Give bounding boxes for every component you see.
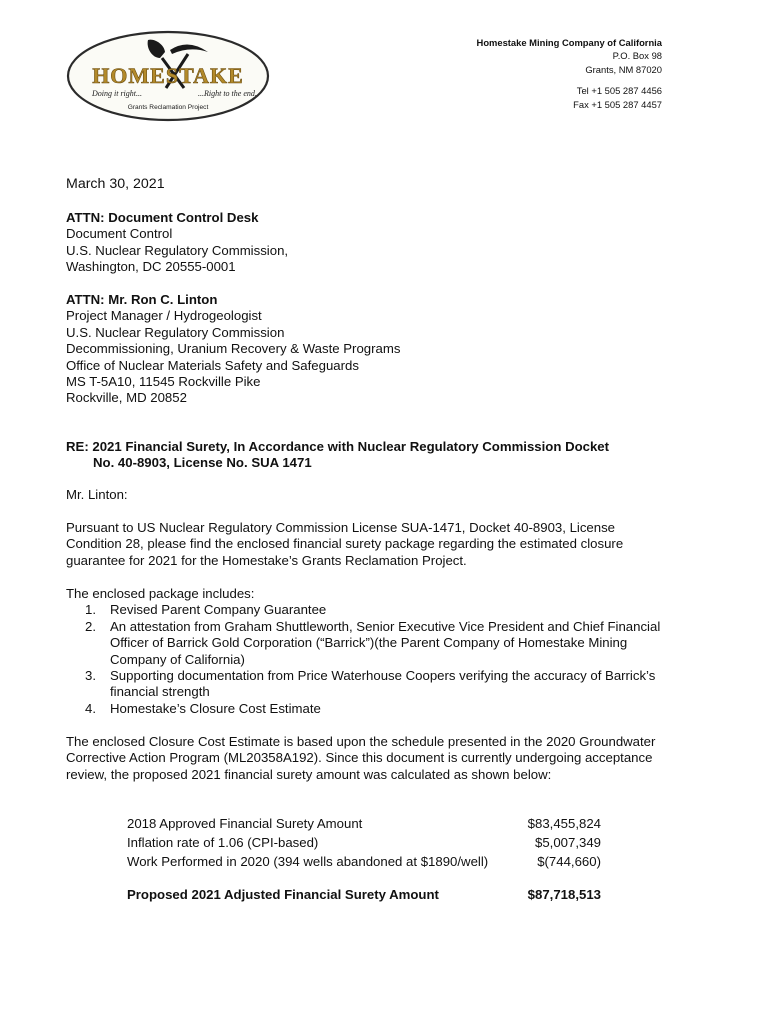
list-item xyxy=(66,619,666,668)
company-tel: Tel +1 505 287 4456 xyxy=(576,85,662,97)
attn-document-control xyxy=(66,210,288,276)
salutation: Mr. Linton: xyxy=(66,487,128,502)
attn-ron-linton xyxy=(66,292,400,407)
svg-text:HOMESTAKE: HOMESTAKE xyxy=(92,63,244,88)
list-number: 4. xyxy=(85,700,96,716)
list-item xyxy=(66,701,666,717)
company-city: Grants, NM 87020 xyxy=(585,63,662,75)
attn-line: Decommissioning, Uranium Recovery & Waste Programs xyxy=(66,341,401,357)
row-label: 2018 Approved Financial Surety Amount xyxy=(127,816,363,831)
attn-heading: ATTN: Document Control Desk xyxy=(66,210,259,225)
paragraph-closure-cost: The enclosed Closure Cost Estimate is based upon the schedule presented in the 2020 Groundwater Corrective Action Program (ML20358A192). Since this document is currently undergoing acceptance review, the proposed 2021 financial surety amount was calculated as shown below: xyxy=(66,734,656,782)
table-row xyxy=(127,816,601,835)
row-amount: $(744,660) xyxy=(537,854,601,869)
package-contents xyxy=(66,586,666,717)
spacer xyxy=(477,76,662,84)
attn-line: Washington, DC 20555-0001 xyxy=(66,259,236,275)
total-row xyxy=(127,887,601,906)
attn-heading: ATTN: Mr. Ron C. Linton xyxy=(66,292,218,307)
list-item xyxy=(66,602,666,618)
attn-line: U.S. Nuclear Regulatory Commission, xyxy=(66,242,289,258)
row-amount: $83,455,824 xyxy=(527,816,601,831)
package-intro: The enclosed package includes: xyxy=(66,586,255,601)
logo-emblem-icon xyxy=(66,30,270,122)
total-label: Proposed 2021 Adjusted Financial Surety Amount xyxy=(127,887,439,902)
attn-line: Rockville, MD 20852 xyxy=(66,390,187,406)
company-name: Homestake Mining Company of California xyxy=(476,37,662,48)
row-label: Inflation rate of 1.06 (CPI-based) xyxy=(127,835,319,850)
paragraph-pursuant: Pursuant to US Nuclear Regulatory Commission License SUA-1471, Docket 40-8903, License Condition 28, please find the enclosed financial surety package regarding the estimated closure guarantee for 2021 for the Homestake’s Grants Reclamation Project. xyxy=(66,520,624,568)
letter-date: March 30, 2021 xyxy=(66,176,165,192)
package-list xyxy=(66,602,666,717)
subject-line xyxy=(66,439,666,472)
row-label: Work Performed in 2020 (394 wells abandoned at $1890/well) xyxy=(127,854,489,869)
svg-text:Grants Reclamation Project: Grants Reclamation Project xyxy=(127,104,209,111)
attn-line: Project Manager / Hydrogeologist xyxy=(66,308,262,324)
company-address-block xyxy=(477,36,662,111)
subject-line-2: No. 40-8903, License No. SUA 1471 xyxy=(93,455,312,471)
attn-line: U.S. Nuclear Regulatory Commission xyxy=(66,324,285,340)
total-amount: $87,718,513 xyxy=(527,887,601,902)
list-text: Revised Parent Company Guarantee xyxy=(110,602,327,618)
subject-line-1: RE: 2021 Financial Surety, In Accordance with Nuclear Regulatory Commission Docket xyxy=(66,439,610,454)
svg-text:...Right to the end.: ...Right to the end. xyxy=(198,89,257,98)
row-amount: $5,007,349 xyxy=(534,835,601,850)
list-number: 2. xyxy=(85,618,96,634)
list-text: An attestation from Graham Shuttleworth, Senior Executive Vice President and Chief Financial Officer of Barrick Gold Corporation (“Barrick”)(the Parent Company of Homestake Mining Company of California) xyxy=(110,618,661,667)
list-text: Supporting documentation from Price Waterhouse Coopers verifying the accuracy of Barrick’s financial strength xyxy=(110,668,656,700)
table-row xyxy=(127,835,601,854)
table-row xyxy=(127,854,601,873)
homestake-logo xyxy=(66,30,270,122)
list-item xyxy=(66,668,666,701)
list-text: Homestake’s Closure Cost Estimate xyxy=(110,700,321,716)
attn-line: Office of Nuclear Materials Safety and Safeguards xyxy=(66,357,359,373)
list-number: 3. xyxy=(85,668,96,684)
attn-line: Document Control xyxy=(66,226,173,242)
list-number: 1. xyxy=(85,602,96,618)
surety-calculation-table xyxy=(127,816,601,906)
attn-line: MS T-5A10, 11545 Rockville Pike xyxy=(66,374,261,390)
company-po-box: P.O. Box 98 xyxy=(612,50,662,62)
svg-text:Doing it right...: Doing it right... xyxy=(92,89,143,98)
company-fax: Fax +1 505 287 4457 xyxy=(573,98,662,110)
